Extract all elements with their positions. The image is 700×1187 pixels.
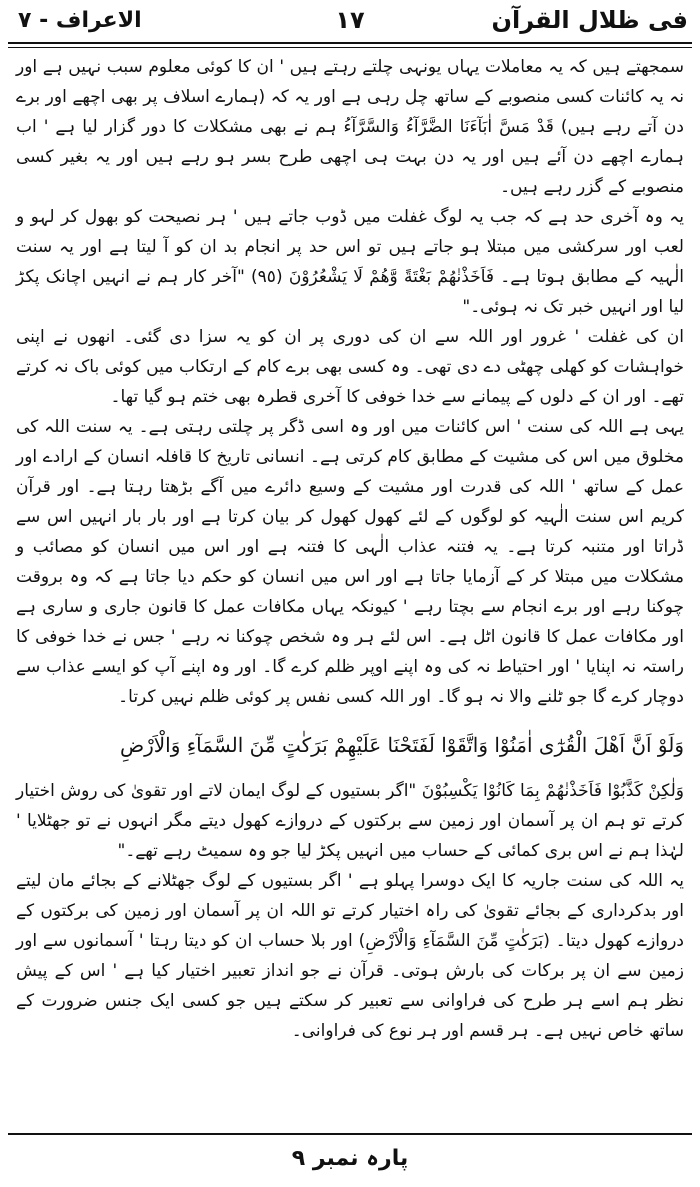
- page-number: ١٧: [335, 6, 365, 34]
- paragraph-3: ان کی غفلت ' غرور اور اللہ سے ان کی دوری پر ان کو یہ سزا دی گئی۔ انھوں نے اپنی خواہشات کو کھلی چھٹی دے دی تھی۔ وہ کسی بھی برے کام کے ارتکاب میں کوئی باک نہ کرتے تھے۔ اور ان کے دلوں کے پیمانے سے خدا خوفی کا آخری قطرہ بھی ختم ہو گیا تھا۔: [16, 327, 684, 407]
- header-rule: [8, 42, 692, 48]
- page-header: [8, 6, 692, 38]
- book-title: فی ظلال القرآن: [491, 6, 688, 34]
- surah-label: الاعراف - ٧: [18, 8, 142, 33]
- paragraph-1: سمجھتے ہیں کہ یہ معاملات یہاں یونہی چلتے رہتے ہیں ' ان کا کوئی معلوم سبب نہیں ہے اور نہ یہ کائنات کسی منصوبے کے ساتھ چل رہی ہے اور یہ کہ (ہمارے اسلاف پر بھی اچھے اور برے دن آتے رہے ہیں) قَدْ مَسَّ اٰبَآءَنَا الضَّرَّآءُ وَالسَّرَّآءُ ہم نے بھی مشکلات کا دور گزار لیا ہے ' اب ہمارے اچھے دن آئے ہیں اور یہ دن بہت ہی اچھی طرح بسر ہو رہے ہیں اور یہ بغیر کسی منصوبے کے گزر رہے ہیں۔: [16, 57, 684, 197]
- paragraph-6: یہ اللہ کی سنت جاریہ کا ایک دوسرا پہلو ہے ' اگر بستیوں کے لوگ جھٹلانے کے بجائے مان لیتے اور بدکرداری کے بجائے تقویٰ کی راہ اختیار کرتے تو اللہ ان پر آسمان اور زمین کی برکتوں کے دروازے کھول دیتا۔ (بَرَكٰتٍ مِّنَ السَّمَآءِ وَالْاَرْضِ) اور بلا حساب ان کو دیتا رہتا ' آسمانوں سے اور زمین سے ان پر برکات کی بارش ہوتی۔ قرآن نے جو انداز تعبیر اختیار کیا ہے ' اس کے پیش نظر ہم اسے ہر طرح کی فراوانی سے تعبیر کر سکتے ہیں جو کسی ایک جنس ضرورت کے ساتھ خاص نہیں ہے۔ ہر قسم اور ہر نوع کی فراوانی۔: [16, 871, 684, 1041]
- page-body: [16, 52, 684, 1046]
- footer-rule: [8, 1133, 692, 1135]
- paragraph-5: وَلٰكِنْ كَذَّبُوْا فَاَخَذْنٰھُمْ بِمَا كَانُوْا يَكْسِبُوْنَ "اگر بستیوں کے لوگ ایمان لاتے اور تقویٰ کی روش اختیار کرتے تو ہم ان پر آسمان اور زمین سے برکتوں کے دروازے کھول دیتے مگر انہوں نے تو جھٹلایا ' لہٰذا ہم نے اس بری کمائی کے حساب میں انہیں پکڑ لیا جو وہ سمیٹ رہے تھے۔": [16, 781, 684, 861]
- para-label: پارہ نمبر ٩: [291, 1146, 409, 1171]
- paragraph-4: یہی ہے اللہ کی سنت ' اس کائنات میں اور وہ اسی ڈگر پر چلتی رہتی ہے۔ یہ سنت اللہ کی مخلوق میں اس کی مشیت کے مطابق کام کرتی ہے۔ انسانی تاریخ کا قافلہ انسان کے ارادے اور عمل کے ساتھ ' اللہ کی قدرت اور مشیت کے وسیع دائرے میں آگے بڑھتا رہتا ہے۔ اور قرآن کریم اس سنت الٰہیہ کو لوگوں کے لئے کھول کھول کر بیان کرتا ہے اور بار بار انہیں اس سے ڈراتا اور متنبہ کرتا ہے۔ یہ فتنہ عذاب الٰہی کا فتنہ ہے اور اس میں انسان کو مصائب و مشکلات میں مبتلا کر کے آزمایا جاتا ہے اور اس میں انسان کو حکم دیا جاتا ہے کہ وہ بروقت چوکنا رہے اور برے انجام سے بچتا رہے ' کیونکہ یہاں مکافات عمل کا قانون جاری و ساری ہے اور مکافات عمل کا قانون اٹل ہے۔ اس لئے ہر وہ شخص چوکنا نہ رہے ' جس نے خدا خوفی کا راستہ نہ اپنایا ' اور احتیاط نہ کی وہ اپنے اوپر ظلم کرے گا۔ اور وہ اپنے آپ کو ایسے عذاب سے دوچار کرے گا جو ٹلنے والا نہ ہو گا۔ اور اللہ کسی نفس پر کوئی ظلم نہیں کرتا۔: [16, 417, 684, 707]
- quran-verse: وَلَوْ اَنَّ اَھْلَ الْقُرٰٓى اٰمَنُوْا وَاتَّقَوْا لَفَتَحْنَا عَلَيْھِمْ بَرَكٰتٍ مِّنَ السَّمَآءِ وَالْاَرْضِ: [119, 733, 684, 757]
- paragraph-2: یہ وہ آخری حد ہے کہ جب یہ لوگ غفلت میں ڈوب جاتے ہیں ' ہر نصیحت کو بھول کر لہو و لعب اور سرکشی میں مبتلا ہو جاتے ہیں تو اس حد پر انجام بد ان کو آ لیتا ہے اور یہ سنت الٰہیہ کے مطابق ہوتا ہے۔ فَاَخَذْنٰھُمْ بَغْتَةً وَّھُمْ لَا يَشْعُرُوْنَ (٩٥) "آخر کار ہم نے انہیں اچانک پکڑ لیا اور انہیں خبر تک نہ ہوئی۔": [16, 207, 684, 317]
